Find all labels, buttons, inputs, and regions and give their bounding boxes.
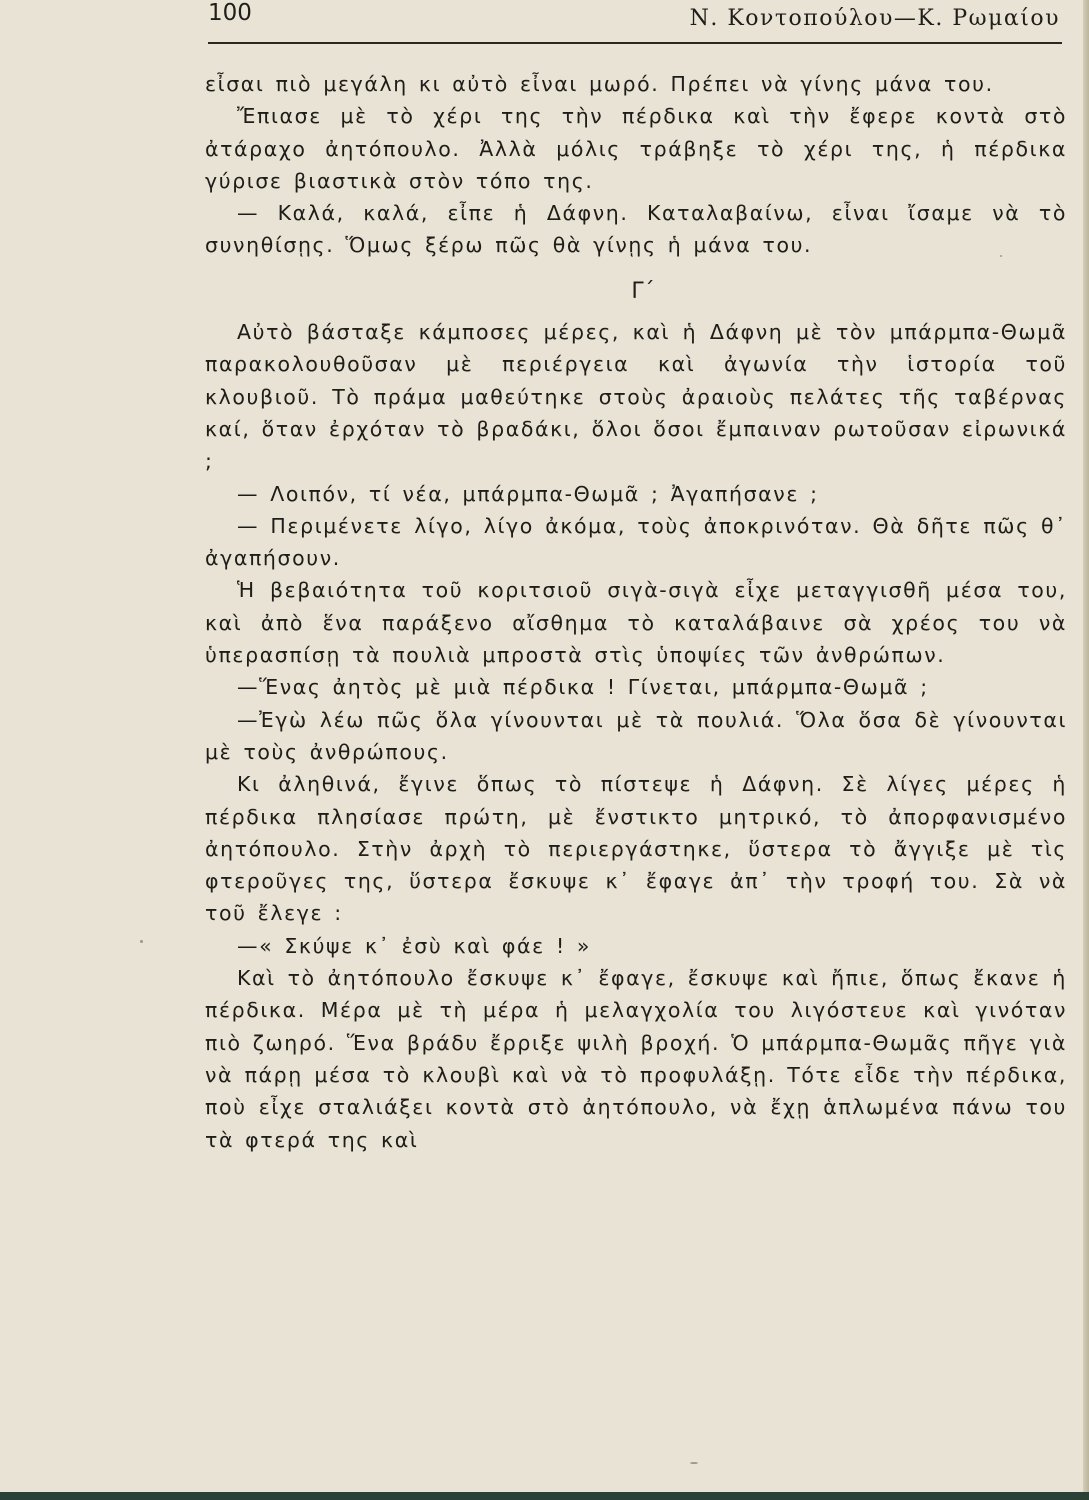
paragraph: — Καλά, καλά, εἶπε ἡ Δάφνη. Καταλαβαίνω, εἶναι ἴσαμε νὰ τὸ συνηθίσῃς. Ὅμως ξέρω πῶς θὰ γίνῃς ἡ μάνα του.: [205, 201, 1067, 258]
header-rule: [208, 42, 1062, 44]
paragraph: Αὐτὸ βάσταξε κάμποσες μέρες, καὶ ἡ Δάφνη μὲ τὸν μπάρμπα-Θωμᾶ παρακολουθοῦσαν μὲ περιέργεια καὶ ἀγωνία τὴν ἱστορία τοῦ κλουβιοῦ. Τὸ πράμα μαθεύτηκε στοὺς ἀραιοὺς πελάτες τῆς ταβέρνας καί, ὅταν ἐρχόταν τὸ βραδάκι, ὅλοι ὅσοι ἔμπαιναν ρωτοῦσαν εἰρωνικά ;: [205, 320, 1067, 474]
paragraph: Καὶ τὸ ἀητόπουλο ἔσκυψε κ᾽ ἔφαγε, ἔσκυψε καὶ ἤπιε, ὅπως ἔκανε ἡ πέρδικα. Μέρα μὲ τὴ μέρα ἡ μελαγχολία του λιγόστευε καὶ γινόταν πιὸ ζωηρό. Ἕνα βράδυ ἔρριξε ψιλὴ βροχή. Ὁ μπάρμπα-Θωμᾶς πῆγε γιὰ νὰ πάρῃ μέσα τὸ κλουβὶ καὶ νὰ τὸ προφυλάξῃ. Τότε εἶδε τὴν πέρδικα, ποὺ εἶχε σταλιάξει κοντὰ στὸ ἀητόπουλο, νὰ ἔχῃ ἁπλωμένα πάνω του τὰ φτερά της καὶ: [205, 966, 1067, 1152]
paper-speck: [140, 940, 143, 943]
dialogue-line: —Ἕνας ἀητὸς μὲ μιὰ πέρδικα ! Γίνεται, μπάρμπα-Θωμᾶ ;: [237, 675, 929, 700]
paragraph: εἶσαι πιὸ μεγάλη κι αὐτὸ εἶναι μωρό. Πρέπει νὰ γίνης μάνα του.: [205, 72, 994, 96]
dialogue-line: — Λοιπόν, τί νέα, μπάρμπα-Θωμᾶ ; Ἀγαπήσανε ;: [237, 481, 819, 506]
paragraph: Κι ἀληθινά, ἔγινε ὅπως τὸ πίστεψε ἡ Δάφνη. Σὲ λίγες μέρες ἡ πέρδικα πλησίασε πρώτη, μὲ ἔνστικτο μητρικό, τὸ ἀπορφανισμένο ἀητόπουλο. Στὴν ἀρχὴ τὸ περιεργάστηκε, ὕστερα τὸ ἄγγιξε μὲ τὶς φτεροῦγες της, ὕστερα ἔσκυψε κ᾽ ἔφαγε ἀπ᾽ τὴν τροφή του. Σὰ νὰ τοῦ ἔλεγε :: [205, 772, 1067, 926]
paper-speck: [1000, 255, 1002, 257]
page-number: 100: [208, 0, 252, 26]
page-header: [208, 0, 1062, 44]
page-edge: [1083, 0, 1089, 1500]
paragraph: Ἡ βεβαιότητα τοῦ κοριτσιοῦ σιγὰ-σιγὰ εἶχε μεταγγισθῆ μέσα του, καὶ ἀπὸ ἕνα παράξενο αἴσθημα τὸ καταλάβαινε σὰ χρέος του νὰ ὑπερασπίσῃ τὰ πουλιὰ μπροστὰ στὶς ὑποψίες τῶν ἀνθρώπων.: [205, 578, 1067, 668]
paper-speck: [690, 1462, 698, 1464]
body-text: [205, 68, 1067, 1156]
dialogue-line: —Ἐγὼ λέω πῶς ὅλα γίνουνται μὲ τὰ πουλιά. Ὅλα ὅσα δὲ γίνουνται μὲ τοὺς ἀνθρώπους.: [205, 707, 1067, 764]
binding-strip: [0, 1492, 1089, 1500]
running-head: Ν. Κοντοπούλου—Κ. Ρωμαίου: [689, 6, 1060, 31]
paragraph: Ἔπιασε μὲ τὸ χέρι της τὴν πέρδικα καὶ τὴν ἔφερε κοντὰ στὸ ἀτάραχο ἀητόπουλο. Ἀλλὰ μόλις τράβηξε τὸ χέρι της, ἡ πέρδικα γύρισε βιαστικὰ στὸν τόπο της.: [205, 104, 1067, 193]
dialogue-line: — Περιμένετε λίγο, λίγο ἀκόμα, τοὺς ἀποκρινόταν. Θὰ δῆτε πῶς θ᾽ ἀγαπήσουν.: [205, 513, 1067, 571]
dialogue-line: —« Σκύψε κ᾽ ἐσὺ καὶ φάε ! »: [237, 933, 592, 958]
section-mark: Γ΄: [631, 278, 655, 304]
